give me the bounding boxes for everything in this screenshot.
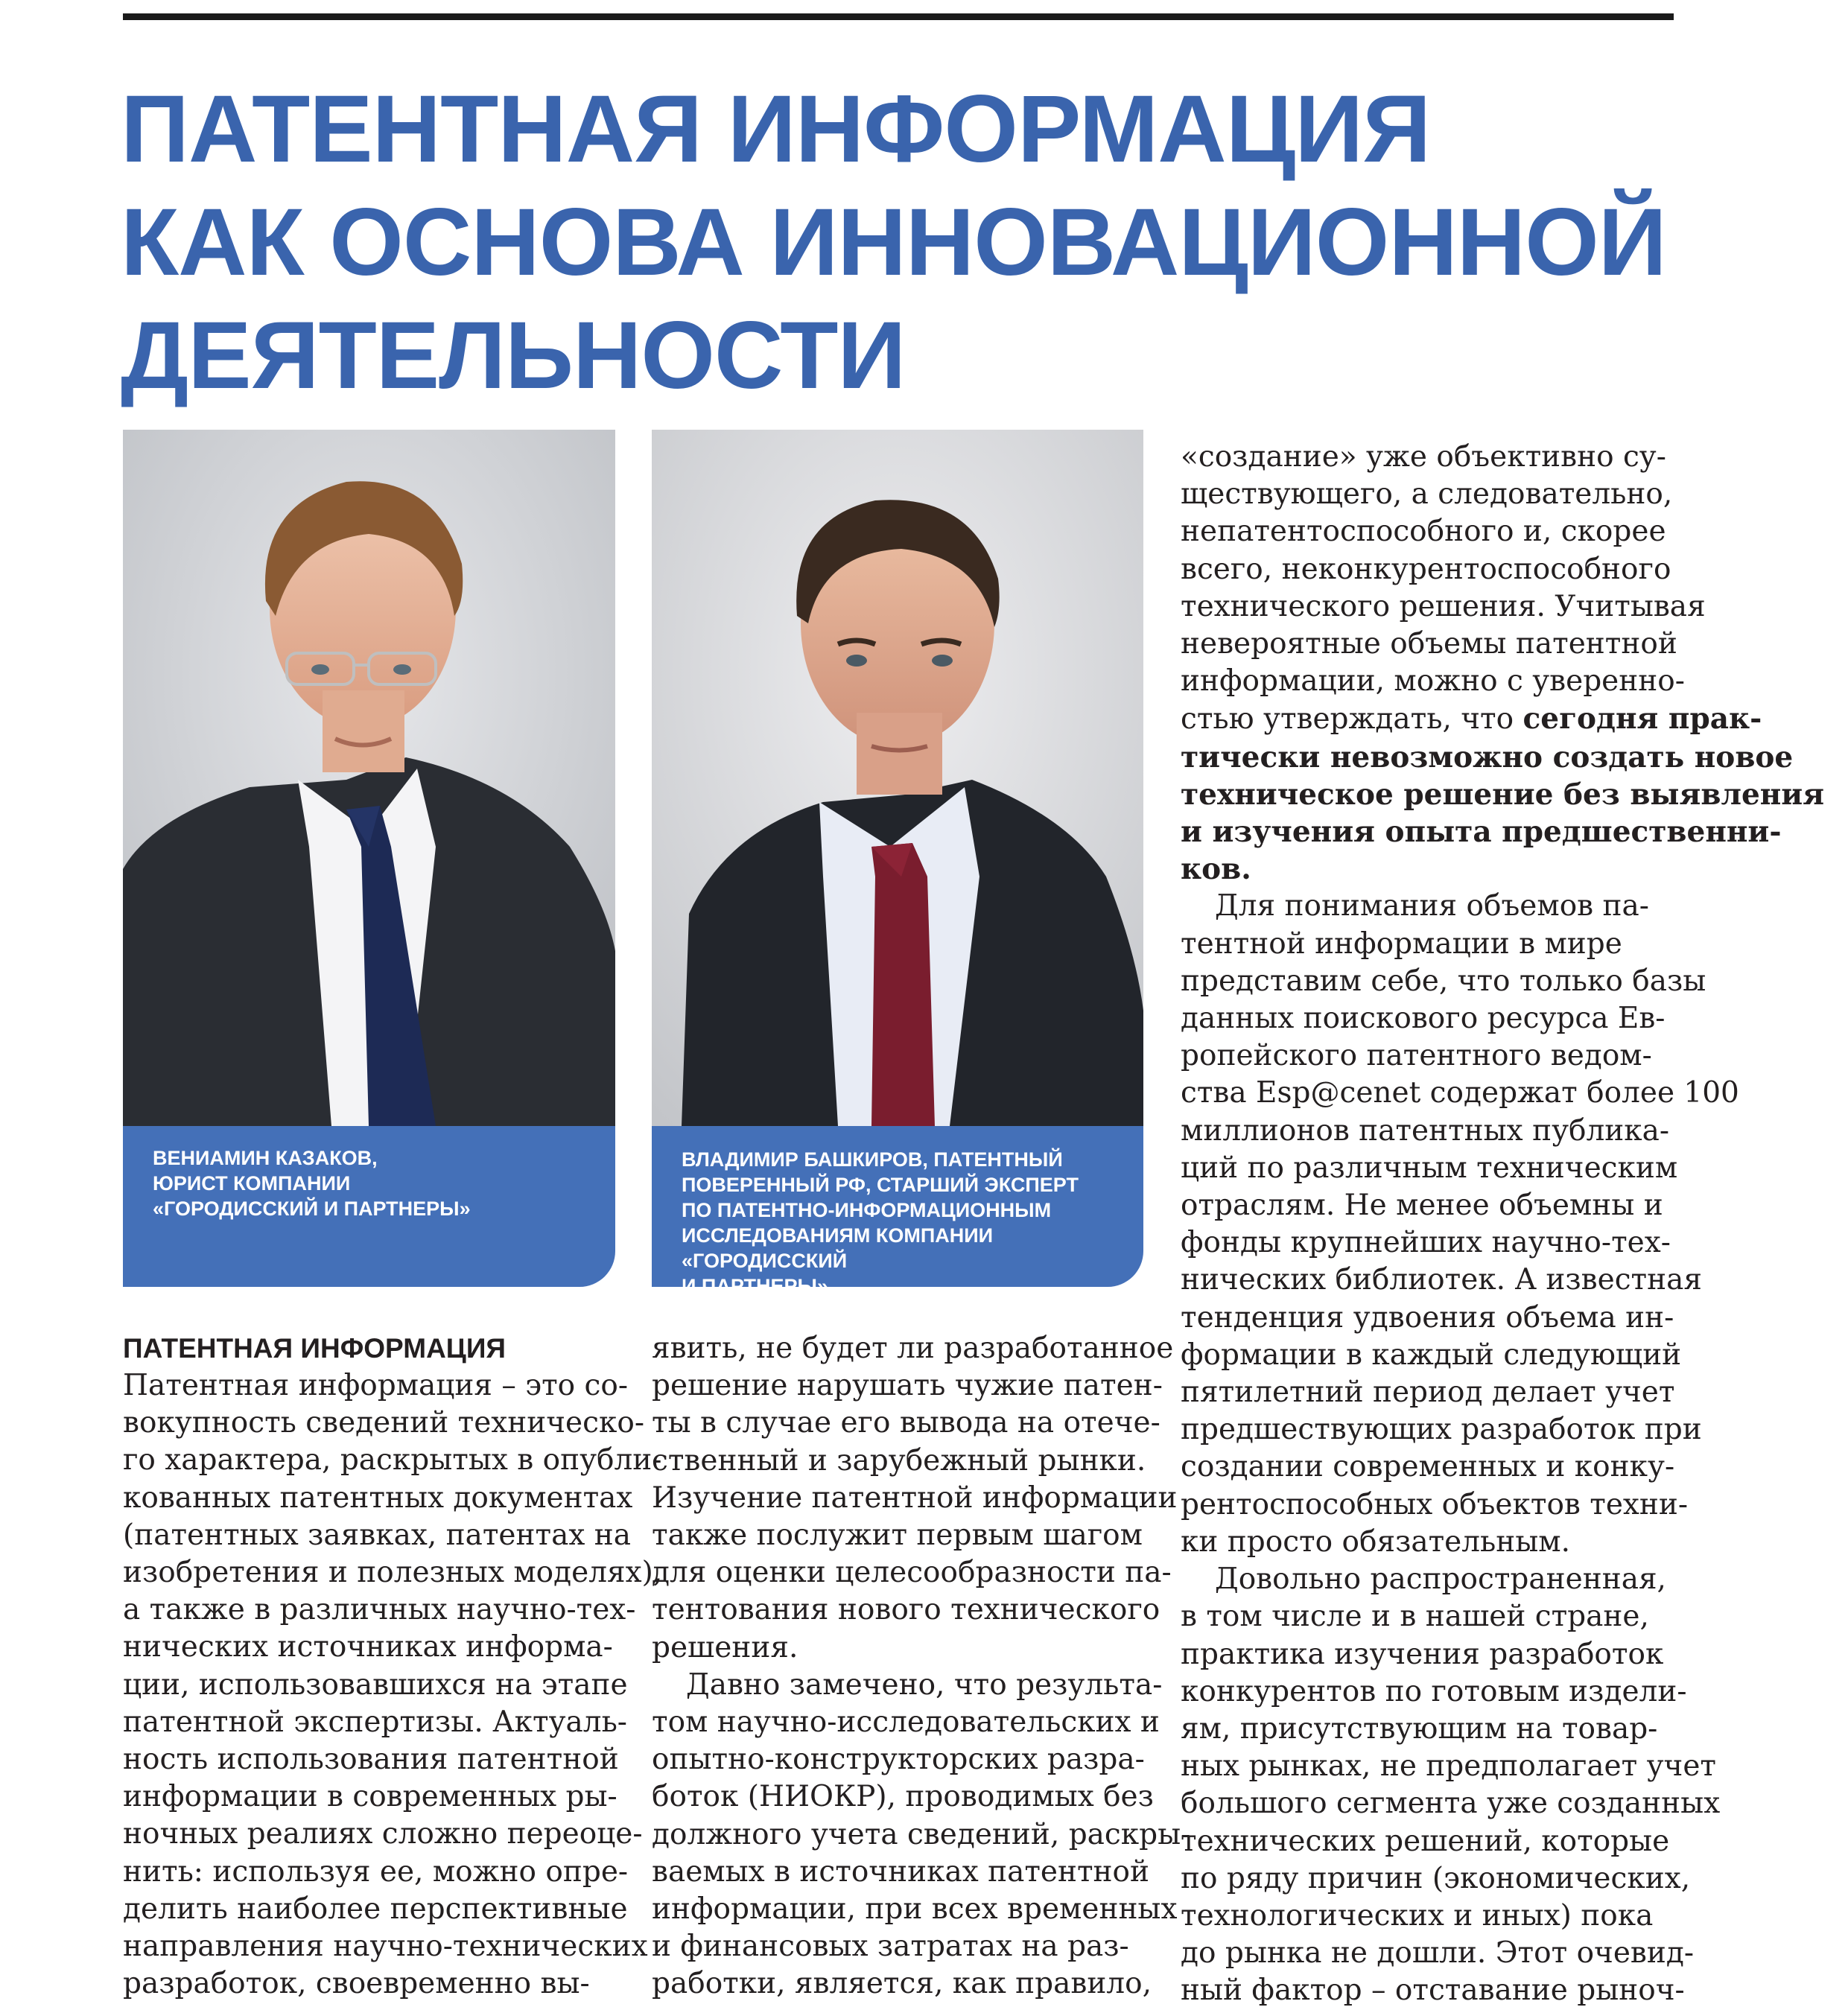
paragraph [652,1667,1191,2003]
paragraph [1181,439,1825,888]
text-line: фонды крупнейших научно-тех- [1181,1226,1671,1260]
text-line: нить: используя ее, можно опре- [123,1854,629,1889]
bold-text: тически невозможно создать новое [1181,740,1794,775]
text-line [1181,700,1762,738]
text-line: ям, присутствующим на товар- [1181,1711,1658,1746]
text-line: решение нарушать чужие патен- [652,1369,1163,1403]
text-line: (патентных заявках, патентах на [123,1518,631,1552]
text-line: ный фактор – отставание рыноч- [1181,1974,1685,2008]
text-line: нических источниках информа- [123,1630,613,1664]
bold-text: и изучения опыта предшественни- [1181,815,1782,850]
text-line: предшествующих разработок при [1181,1413,1702,1447]
text-line: разработок, своевременно вы- [123,1967,590,2001]
text-line: а также в различных научно-тех- [123,1593,636,1627]
text-line: Изучение патентной информации [652,1481,1178,1515]
text-line: нических библиотек. А известная [1181,1263,1702,1297]
text-line: тенденция удвоения объема ин- [1181,1300,1674,1335]
text-line: ночных реалиях сложно переоце- [123,1817,643,1851]
text-line: ки просто обязательным. [1181,1524,1571,1559]
text-line: информации, можно с уверенно- [1181,664,1685,699]
text-line: ции, использовавшихся на этапе [123,1667,628,1702]
text-line: ществующего, а следовательно, [1181,477,1673,512]
text-line: патентной экспертизы. Актуаль- [123,1705,627,1739]
text-line: ственный и зарубежный рынки. [652,1443,1146,1478]
text-line: для оценки целесообразности па- [652,1556,1172,1590]
text-line: данных поискового ресурса Ев- [1181,1002,1666,1036]
text-line: рентоспособных объектов техни- [1181,1487,1689,1521]
headline-line: ДЕЯТЕЛЬНОСТИ [121,302,906,409]
text-line: технологических и иных) пока [1181,1898,1654,1933]
headline-line: КАК ОСНОВА ИННОВАЦИОННОЙ [121,189,1666,296]
text-line: изобретения и полезных моделях), [123,1556,663,1590]
text-line: технических решений, которые [1181,1824,1670,1858]
text-line: большого сегмента уже созданных [1181,1787,1721,1821]
text-line: решения. [652,1630,798,1664]
caption-bashkirov [652,1126,1143,1297]
text-line: Патентная информация – это со- [123,1369,629,1402]
text-line: информации в современных ры- [123,1780,617,1814]
text-line: ваемых в источниках патентной [652,1854,1150,1889]
caption-line: ПО ПАТЕНТНО-ИНФОРМАЦИОННЫМ [682,1199,1052,1221]
text-line: работки, является, как правило, [652,1967,1152,2001]
text-line: направления научно-технических [123,1930,648,1964]
text-line: тентования нового технического [652,1593,1160,1627]
text-line: непатентоспособного и, скорее [1181,515,1666,549]
portrait-bashkirov-image [652,430,1143,1126]
portrait-kazakov-image [123,430,615,1126]
text-line: ства Esp@cenet содержат более 100 [1181,1076,1739,1110]
caption-line: ИССЛЕДОВАНИЯМ КОМПАНИИ «ГОРОДИССКИЙ [682,1224,994,1272]
column-2 [652,1330,1191,2003]
text-line: вокупность сведений техническо- [123,1406,645,1440]
text-line: всего, неконкурентоспособного [1181,552,1671,586]
article-headline [121,73,1685,413]
text-line: миллионов патентных публика- [1181,1113,1670,1148]
text-line: по ряду причин (экономических, [1181,1861,1691,1895]
paragraph [652,1330,1178,1667]
text-line: боток (НИОКР), проводимых без [652,1780,1154,1814]
caption-line: ПОВЕРЕННЫЙ РФ, СТАРШИЙ ЭКСПЕРТ [682,1174,1079,1196]
text-line: кованных патентных документах [123,1481,633,1515]
text-line: также послужит первым шагом [652,1518,1143,1553]
text-line: Довольно распространенная, [1215,1562,1666,1597]
text-line: формации в каждый следующий [1181,1338,1682,1372]
text-segment: стью утверждать, что [1181,702,1523,737]
text-line: том научно-исследовательских и [652,1705,1160,1740]
text-line: в том числе и в нашей стране, [1181,1600,1649,1634]
text-line: ций по различным техническим [1181,1151,1678,1185]
text-line: го характера, раскрытых в опубли- [123,1443,662,1478]
text-line: и финансовых затратах на раз- [652,1930,1129,1964]
portrait-kazakov [123,430,615,1126]
text-line: должного учета сведений, раскры- [652,1817,1191,1851]
top-rule [123,13,1674,20]
text-line: явить, не будет ли разработанное [652,1332,1174,1365]
text-line: ных рынках, не предполагает учет [1181,1749,1716,1784]
text-line: практика изучения разработок [1181,1637,1664,1671]
section-heading: ПАТЕНТНАЯ ИНФОРМАЦИЯ [123,1333,507,1364]
text-line: ты в случае его вывода на отече- [652,1406,1160,1440]
paragraph [1181,1561,1721,2009]
text-line: Давно замечено, что результа- [686,1667,1163,1702]
text-line: опытно-конструкторских разра- [652,1743,1145,1777]
column-1 [123,1330,663,2003]
text-line: отраслям. Не менее объемны и [1181,1189,1663,1223]
bold-text: техническое решение без выявления [1181,777,1825,812]
caption-line: ВЕНИАМИН КАЗАКОВ, [153,1147,378,1169]
text-line: технического решения. Учитывая [1181,589,1706,623]
text-line: «создание» уже объективно су- [1181,440,1666,474]
text-line: информации, при всех временных [652,1892,1178,1927]
text-line: тентной информации в мире [1181,926,1622,961]
text-line: представим себе, что только базы [1181,964,1706,998]
portrait-bashkirov [652,430,1143,1126]
paragraph [1181,888,1739,1561]
text-line: до рынка не дошли. Этот очевид- [1181,1936,1695,1971]
paragraph [123,1367,663,2003]
bold-text: сегодня прак- [1522,702,1762,737]
text-line: ропейского патентного ведом- [1181,1039,1652,1073]
text-line: ность использования патентной [123,1743,619,1777]
text-line: создании современных и конку- [1181,1450,1675,1484]
caption-kazakov [123,1126,615,1287]
caption-line: ЮРИСТ КОМПАНИИ [153,1172,351,1195]
text-line: конкурентов по готовым издели- [1181,1674,1687,1708]
text-line: делить наиболее перспективные [123,1892,628,1926]
caption-line: И ПАРТНЕРЫ» [682,1275,828,1297]
caption-line: ВЛАДИМИР БАШКИРОВ, ПАТЕНТНЫЙ [682,1148,1063,1171]
text-line: невероятные объемы патентной [1181,627,1677,661]
caption-line: «ГОРОДИССКИЙ И ПАРТНЕРЫ» [153,1198,471,1220]
headline-line: ПАТЕНТНАЯ ИНФОРМАЦИЯ [121,76,1431,182]
column-3 [1181,439,1825,2010]
text-line: Для понимания объемов па- [1215,889,1649,923]
bold-text: ков. [1181,852,1251,887]
text-line: пятилетний период делает учет [1181,1375,1675,1410]
